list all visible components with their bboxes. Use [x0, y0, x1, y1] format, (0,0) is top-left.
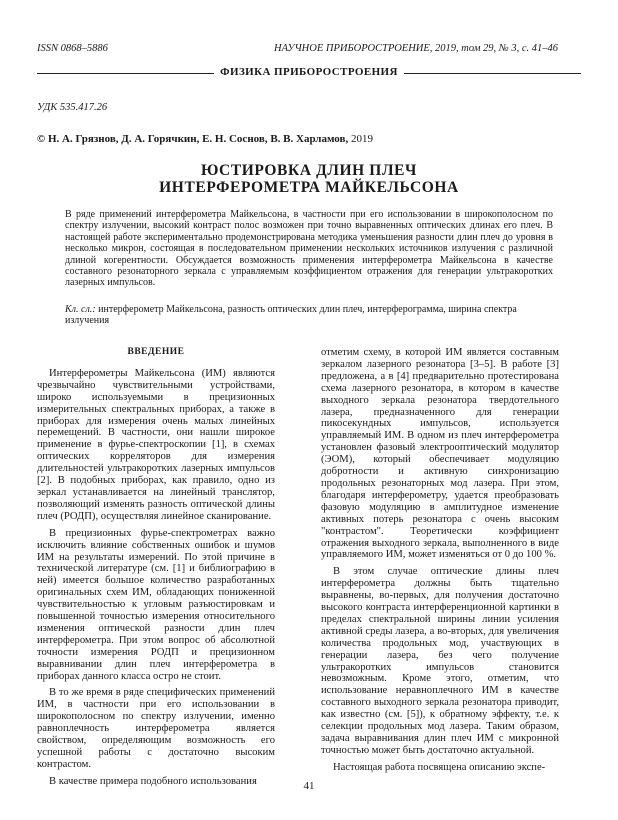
keywords-label: Кл. сл.:: [65, 304, 96, 315]
section-title-text: ФИЗИКА ПРИБОРОСТРОЕНИЯ: [214, 66, 404, 78]
paragraph: Настоящая работа посвящена описанию экспе-: [333, 761, 546, 773]
paragraph: В то же время в ряде специфических применений ИМ, в частности при его использовании в широкополосном по спектру излучении, именно равноплечность интерферометра является свойством, определяющим возможность его успешной работы с достаточно высоким контрастом.: [37, 687, 275, 770]
page-number: 41: [303, 780, 315, 792]
paragraph: В прецизионных фурье-спектрометрах важно исключить влияние собственных ошибок и шумов ИМ на результаты измерений. По этой причине в технической литературе (см. [1] и библиографию в ней) имеется большое количество разработанных оригинальных схем ИМ, обладающих пониженной чувствительностью к угловым разъюстировкам и повышенной точностью измерения относительного изменения оптической разности длин плеч интерферометра. При этом вопрос об абсолютной точности измерения РОДП и прецизионном выравнивании длин плеч интерферометра в приборах данного класса остро не стоит.: [37, 527, 275, 682]
article-title: [0, 162, 618, 196]
udk-code: УДК 535.417.26: [37, 102, 108, 113]
keywords-text: интерферометр Майкельсона, разность оптических длин плеч, интерферограмма, ширина спектра излучения: [65, 304, 517, 327]
paragraph: Интерферометры Майкельсона (ИМ) являются чрезвычайно чувствительными устройствами, широко используемыми в прецизионных измерительных спектральных приборах, а также в приборах для измерения очень малых линейных перемещений. В частности, они нашли широкое применение в фурье-спектроскопии [1], в схемах оптических корреляторов для измерения длительностей ультракоротких лазерных импульсов [2]. В подобных приборах, как правило, одно из зеркал устанавливается на линейный транслятор, позволяющий изменять разность оптической длины плеч (РОДП), осуществляя линейное сканирование.: [37, 367, 275, 522]
journal-issn: ISSN 0868–5886: [37, 43, 108, 54]
journal-reference: НАУЧНОЕ ПРИБОРОСТРОЕНИЕ, 2019, том 29, № 3, с. 41–46: [274, 43, 558, 54]
article-title-line-2: ИНТЕРФЕРОМЕТРА МАЙКЕЛЬСОНА: [159, 179, 459, 196]
introduction-heading: ВВЕДЕНИЕ: [127, 347, 185, 357]
paragraph: отметим схему, в которой ИМ является составным зеркалом лазерного резонатора [3–5]. В работе [3] предложена, а в [4] предварительно протестирована схема лазерного резонатора, в котором в качестве выходного зеркала резонатора твердотельного лазера, предназначенного для генерации пикосекундных импульсов, используется управляемый ИМ. В одном из плеч интерферометра установлен фазовый электрооптический модулятор (ЭОМ), который обеспечивает модуляцию добротности и активную синхронизацию продольных резонаторных мод лазера. При этом, благодаря интерферометру, удается преобразовать фазовую модуляцию в амплитудное изменение активных потерь резонатора с очень высоким "контрастом". Теоретически коэффициент отражения выходного зеркала, выполненного в виде управляемого ИМ, может изменяться от 0 до 100 %.: [321, 347, 559, 561]
author-names: © Н. А. Грязнов, Д. А. Горячкин, Е. Н. Соснов, В. В. Харламов,: [37, 133, 349, 145]
article-title-line-1: ЮСТИРОВКА ДЛИН ПЛЕЧ: [200, 162, 418, 179]
keywords: [65, 304, 553, 327]
paragraph: В качестве примера подобного использования: [49, 775, 257, 787]
publication-year: 2019: [350, 133, 373, 145]
body-column-right: [321, 347, 559, 774]
body-column-left: [37, 347, 275, 788]
paragraph: В этом случае оптические длины плеч интерферометра должны быть тщательно выравнены, во-первых, для получения достаточно высокого контраста интерференционной картинки в пределах спектральной ширины линии усиления активной среды лазера, а во-вторых, для увеличения количества продольных мод, участвующих в генерации лазера, без чего получение ультракоротких импульсов становится невозможным. Кроме этого, отметим, что использование неравноплечного ИМ в качестве составного выходного зеркала резонатора приводит, как известно (см. [5]), к обратному эффекту, т.е. к селекции продольных мод лазера. Таким образом, задача выравнивания длин плеч ИМ с микронной точностью может быть достаточно актуальной.: [321, 566, 559, 756]
authors-line: [37, 133, 373, 145]
abstract: В ряде применений интерферометра Майкельсона, в частности при его использовании в широкополосном по спектру излучении, высокий контраст полос возможен при точно выравненных оптических длинах его плеч. В настоящей работе экспериментально продемонстрирована методика уменьшения разности длин плеч до уровня в несколько микрон, состоящая в последовательном применении нескольких источников излучения с различной длиной когерентности. Обсуждается возможность применения интерферометра Майкельсона в качестве составного резонаторного зеркала с управляемым коэффициентом отражения для генерации ультракоротких лазерных импульсов.: [65, 209, 553, 289]
section-title: [0, 66, 618, 78]
